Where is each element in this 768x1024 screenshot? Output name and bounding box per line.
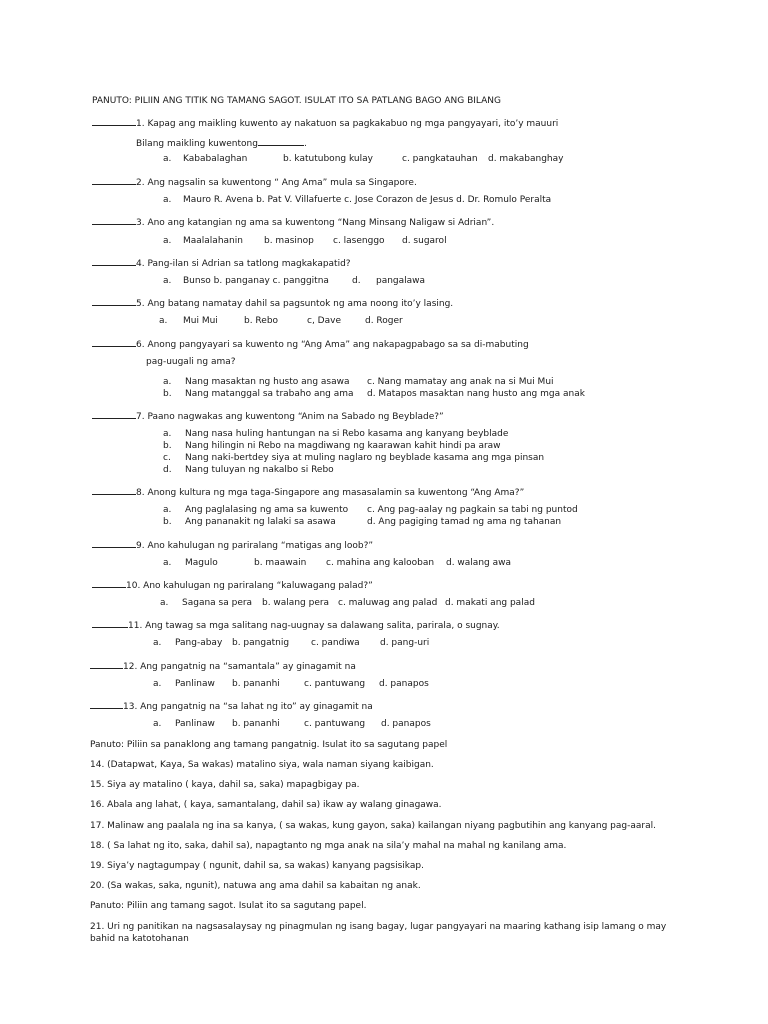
item-19: 19. Siya’y nagtagumpay ( ngunit, dahil sa, sa wakas) kanyang pagsisikap. [90,861,424,871]
option-text: Nang naki-bertdey siya at muling naglaro ng beyblade kasama ang mga pinsan [185,453,545,463]
option-label: a. [160,598,169,608]
option-text: c, Dave [307,316,341,326]
option-text: d. pang-uri [380,638,430,648]
question-text: 13. Ang pangatnig na “sa lahat ng ito” ay ginagamit na [123,702,373,712]
answer-blank[interactable] [92,618,128,628]
option-label: b. [163,517,172,527]
item-15: 15. Siya ay matalino ( kaya, dahil sa, saka) mapagbigay pa. [90,780,360,790]
option-text: Magulo [185,558,218,568]
question-text: 8. Anong kultura ng mga taga-Singapore ang masasalamin sa kuwentong “Ang Ama?” [136,488,525,498]
question-11 [92,618,500,632]
answer-blank[interactable] [92,409,136,419]
option-text: b. katutubong kulay [283,154,373,164]
question-text: 4. Pang-ilan si Adrian sa tatlong magkakapatid? [136,259,351,269]
instruction-pangatnig: Panuto: Piliin sa panaklong ang tamang pangatnig. Isulat ito sa sagutang papel [90,740,448,750]
option-label: a. [163,505,172,515]
option-text: Nang nasa huling hantungan na si Rebo kasama ang kanyang beyblade [185,429,509,439]
option-text: b. pangatnig [232,638,290,648]
option-text: b. pananhi [232,679,280,689]
question-13 [90,699,373,713]
option-label: d. [163,465,172,475]
option-text: Nang matanggal sa trabaho ang ama [185,389,354,399]
question-4 [92,256,351,270]
option-label: a. [153,719,162,729]
question-text: 11. Ang tawag sa mga salitang nag-uugnay sa dalawang salita, parirala, o sugnay. [128,621,500,631]
option-text: b. masinop [264,236,314,246]
option-text: pangalawa [376,276,426,286]
question-21-continuation: bahid na katotohanan [90,934,189,944]
answer-blank[interactable] [92,116,136,126]
answer-blank[interactable] [92,578,126,588]
answer-blank[interactable] [90,659,123,669]
option-text: Ang pananakit ng lalaki sa asawa [185,517,336,527]
option-text: c. mahina ang kalooban [326,558,435,568]
option-text: d. panapos [379,679,429,689]
question-1 [92,116,558,130]
question-6-continuation: pag-uugali ng ama? [146,357,236,367]
question-2 [92,175,417,189]
option-text: d. makati ang palad [445,598,535,608]
answer-blank[interactable] [92,538,136,548]
question-text: 1. Kapag ang maikling kuwento ay nakatuon sa pagkakabuo ng mga pangyayari, ito’y mauuri [136,119,559,129]
option-text: c. maluwag ang palad [338,598,438,608]
question-text: 3. Ano ang katangian ng ama sa kuwentong “Nang Minsang Naligaw si Adrian”. [136,218,495,228]
option-label: a. [163,236,172,246]
option-text: d. Roger [365,316,403,326]
option-text: Nang tuluyan ng nakalbo si Rebo [185,465,334,475]
question-text: 5. Ang batang namatay dahil sa pagsuntok ng ama noong ito’y lasing. [136,299,454,309]
question-text: 2. Ang nagsalin sa kuwentong “ Ang Ama” mula sa Singapore. [136,178,417,188]
option-label: a. [159,316,168,326]
option-text: Sagana sa pera [182,598,253,608]
item-16: 16. Abala ang lahat, ( kaya, samantalang, dahil sa) ikaw ay walang ginagawa. [90,800,442,810]
option-label: a. [153,638,162,648]
option-text: c. pangkatauhan [402,154,478,164]
option-text: Mauro R. Avena b. Pat V. Villafuerte c. Jose Corazon de Jesus d. Dr. Romulo Peralta [183,195,552,205]
option-text: Bunso b. panganay c. panggitna [183,276,329,286]
option-text: Panlinaw [175,719,215,729]
option-text: c. pantuwang [304,719,366,729]
instruction-tamang-sagot: Panuto: Piliin ang tamang sagot. Isulat ito sa sagutang papel. [90,901,367,911]
item-20: 20. (Sa wakas, saka, ngunit), natuwa ang ama dahil sa kabaitan ng anak. [90,881,421,891]
option-text: d. Ang pagiging tamad ng ama ng tahanan [367,517,562,527]
question-10 [92,578,373,592]
option-label: d. [352,276,361,286]
question-7 [92,409,444,423]
option-label: b. [163,441,172,451]
question-6 [92,337,529,351]
answer-blank[interactable] [90,699,123,709]
question-5 [92,296,453,310]
option-text: d. sugarol [402,236,447,246]
question-text: 7. Paano nagwakas ang kuwentong “Anim na Sabado ng Beyblade?” [136,412,444,422]
question-1-continuation: Bilang maikling kuwentong . [136,136,307,150]
item-18: 18. ( Sa lahat ng ito, saka, dahil sa), napagtanto ng mga anak na sila’y mahal na mahal ng kanilang ama. [90,841,567,851]
answer-blank[interactable] [92,175,136,185]
answer-blank[interactable] [92,337,136,347]
inline-blank[interactable] [258,136,304,146]
option-text: c. lasenggo [333,236,385,246]
option-text: b. maawain [254,558,307,568]
option-text: Nang masaktan ng husto ang asawa [185,377,350,387]
option-text: d. panapos [381,719,431,729]
question-text: 9. Ano kahulugan ng pariralang “matigas ang loob?” [136,541,374,551]
option-text: b. pananhi [232,719,280,729]
option-label: a. [163,429,172,439]
item-17: 17. Malinaw ang paalala ng ina sa kanya, ( sa wakas, kung gayon, saka) kailangan niyang pagbutihin ang kanyang pag-aaral. [90,821,656,831]
instruction-heading: PANUTO: PILIIN ANG TITIK NG TAMANG SAGOT. ISULAT ITO SA PATLANG BAGO ANG BILANG [92,96,501,106]
option-text: b. Rebo [244,316,279,326]
answer-blank[interactable] [92,296,136,306]
question-text: 12. Ang pangatnig na “samantala” ay ginagamit na [123,662,356,672]
question-3 [92,215,494,229]
question-12 [90,659,356,673]
question-8 [92,485,524,499]
option-text: Kababalaghan [183,154,248,164]
option-text: d. walang awa [446,558,511,568]
option-text: c. pandiwa [311,638,360,648]
option-label: c. [163,453,171,463]
answer-blank[interactable] [92,485,136,495]
question-9 [92,538,373,552]
answer-blank[interactable] [92,256,136,266]
option-label: a. [153,679,162,689]
option-label: b. [163,389,172,399]
option-text: Maalalahanin [183,236,243,246]
item-14: 14. (Datapwat, Kaya, Sa wakas) matalino siya, wala naman siyang kaibigan. [90,760,434,770]
option-text: c. Nang mamatay ang anak na si Mui Mui [367,377,554,387]
option-text: Mui Mui [183,316,218,326]
option-label: a. [163,377,172,387]
option-text: Ang paglalasing ng ama sa kuwento [185,505,349,515]
option-label: a. [163,154,172,164]
option-text: Panlinaw [175,679,215,689]
option-label: a. [163,276,172,286]
option-label: a. [163,195,172,205]
option-text: d. Matapos masaktan nang husto ang mga anak [367,389,585,399]
option-text: c. Ang pag-aalay ng pagkain sa tabi ng puntod [367,505,578,515]
question-text: 10. Ano kahulugan ng pariralang “kaluwagang palad?” [126,581,373,591]
option-label: a. [163,558,172,568]
option-text: Pang-abay [175,638,223,648]
option-text: Nang hilingin ni Rebo na magdiwang ng kaarawan kahit hindi pa araw [185,441,501,451]
option-text: c. pantuwang [304,679,366,689]
option-text: b. walang pera [262,598,330,608]
question-text: 6. Anong pangyayari sa kuwento ng “Ang Ama” ang nakapagpabago sa sa di-mabuting [136,340,529,350]
question-21: 21. Uri ng panitikan na nagsasalaysay ng pinagmulan ng isang bagay, lugar pangyayari na maaring kathang isip lamang o may [90,922,667,932]
option-text: d. makabanghay [488,154,564,164]
answer-blank[interactable] [92,215,136,225]
